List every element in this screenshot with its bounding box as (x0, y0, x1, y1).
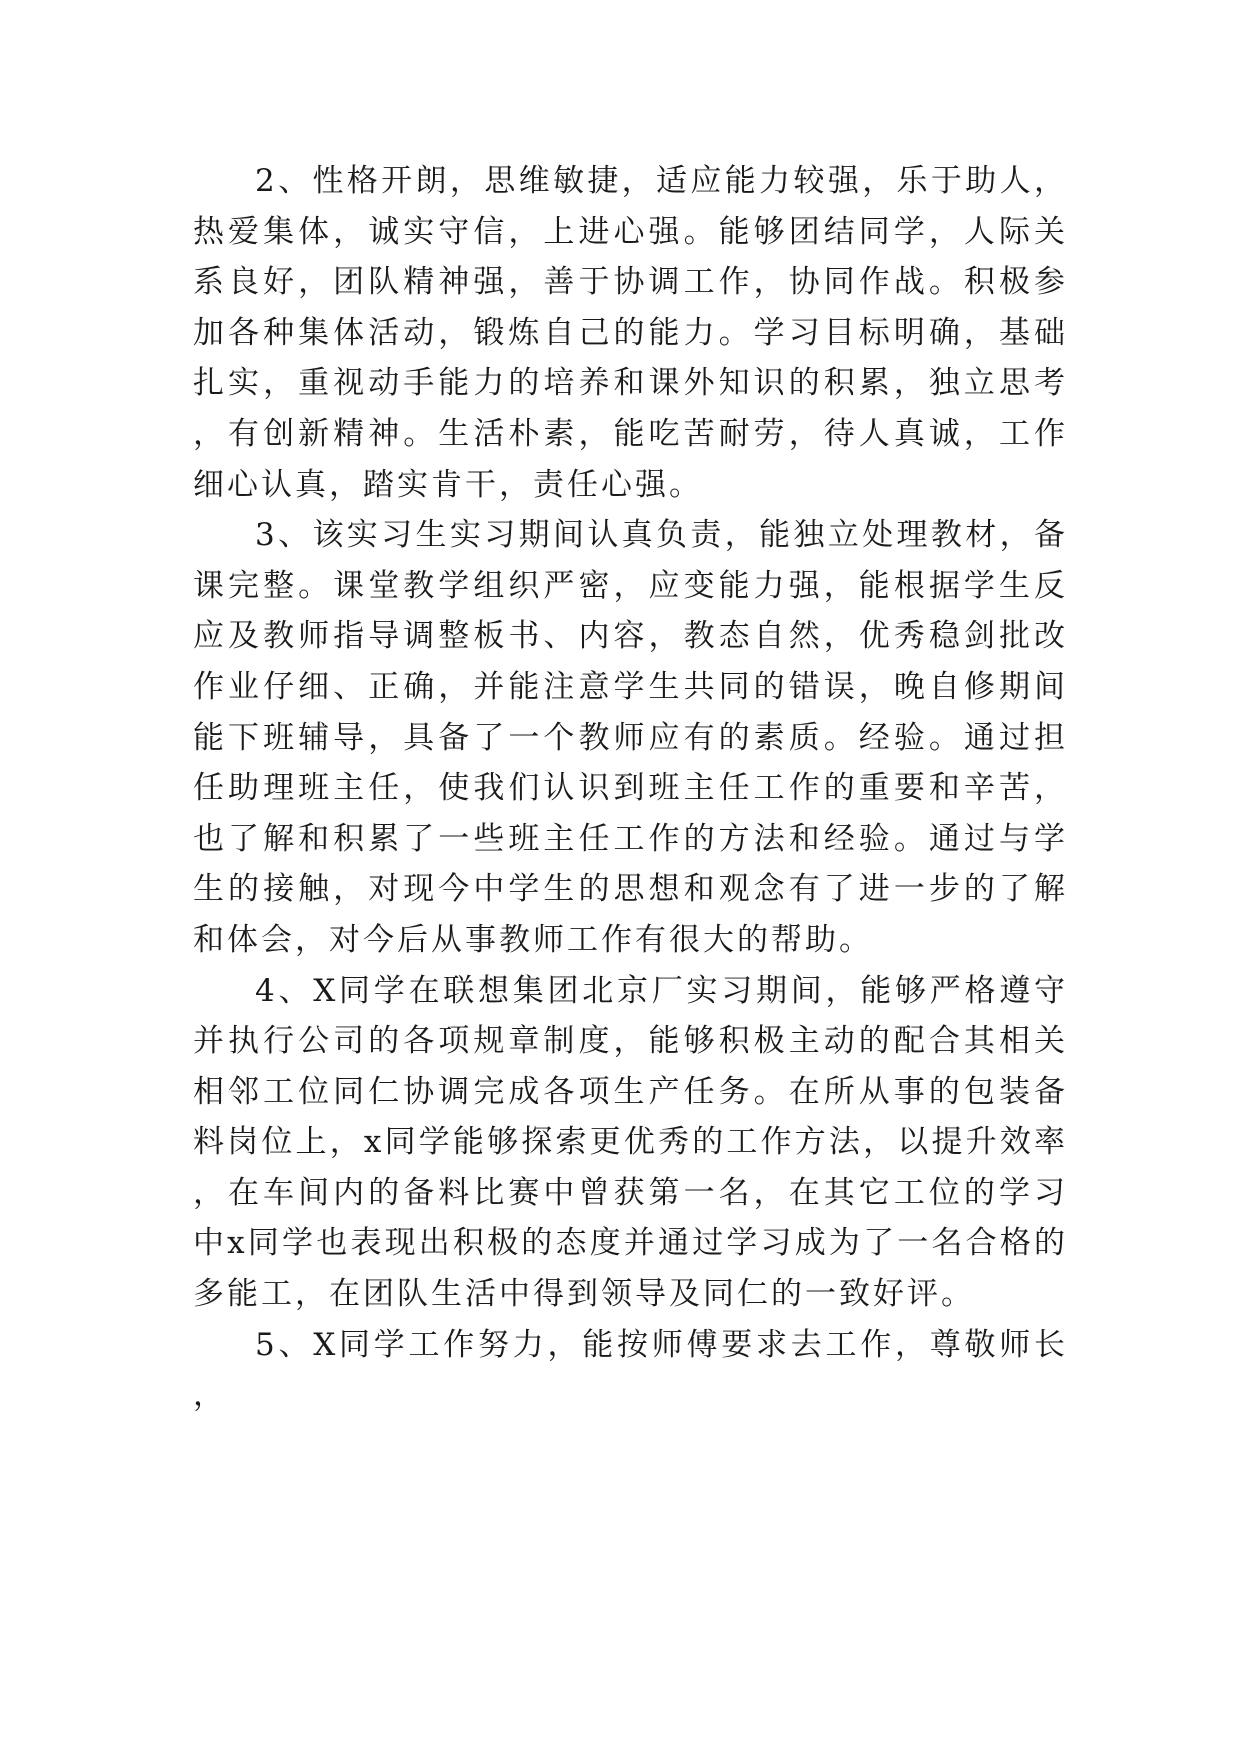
paragraph-5: 5、X同学工作努力，能按师傅要求去工作，尊敬师长， (193, 1326, 1068, 1414)
paragraph-3: 3、该实习生实习期间认真负责，能独立处理教材，备课完整。课堂教学组织严密，应变能力强，能根据学生反应及教师指导调整板书、内容，教态自然，优秀稳剑批改作业仔细、正确，并能注意学生共同的错误，晚自修期间能下班辅导，具备了一个教师应有的素质。经验。通过担任助理班主任，使我们认识到班主任工作的重要和辛苦，也了解和积累了一些班主任工作的方法和经验。通过与学生的接触，对现今中学生的思想和观念有了进一步的了解和体会，对今后从事教师工作有很大的帮助。 (193, 517, 1068, 958)
document-body (193, 156, 1068, 1421)
paragraph-2: 2、性格开朗，思维敏捷，适应能力较强，乐于助人，热爱集体，诚实守信，上进心强。能够团结同学，人际关系良好，团队精神强，善于协调工作，协同作战。积极参加各种集体活动，锻炼自己的能力。学习目标明确，基础扎实，重视动手能力的培养和课外知识的积累，独立思考，有创新精神。生活朴素，能吃苦耐劳，待人真诚，工作细心认真，踏实肯干，责任心强。 (193, 163, 1068, 503)
paragraph-4: 4、X同学在联想集团北京厂实习期间，能够严格遵守并执行公司的各项规章制度，能够积极主动的配合其相关相邻工位同仁协调完成各项生产任务。在所从事的包装备料岗位上，x同学能够探索更优秀的工作方法，以提升效率，在车间内的备料比赛中曾获第一名，在其它工位的学习中x同学也表现出积极的态度并通过学习成为了一名合格的多能工，在团队生活中得到领导及同仁的一致好评。 (193, 972, 1068, 1313)
